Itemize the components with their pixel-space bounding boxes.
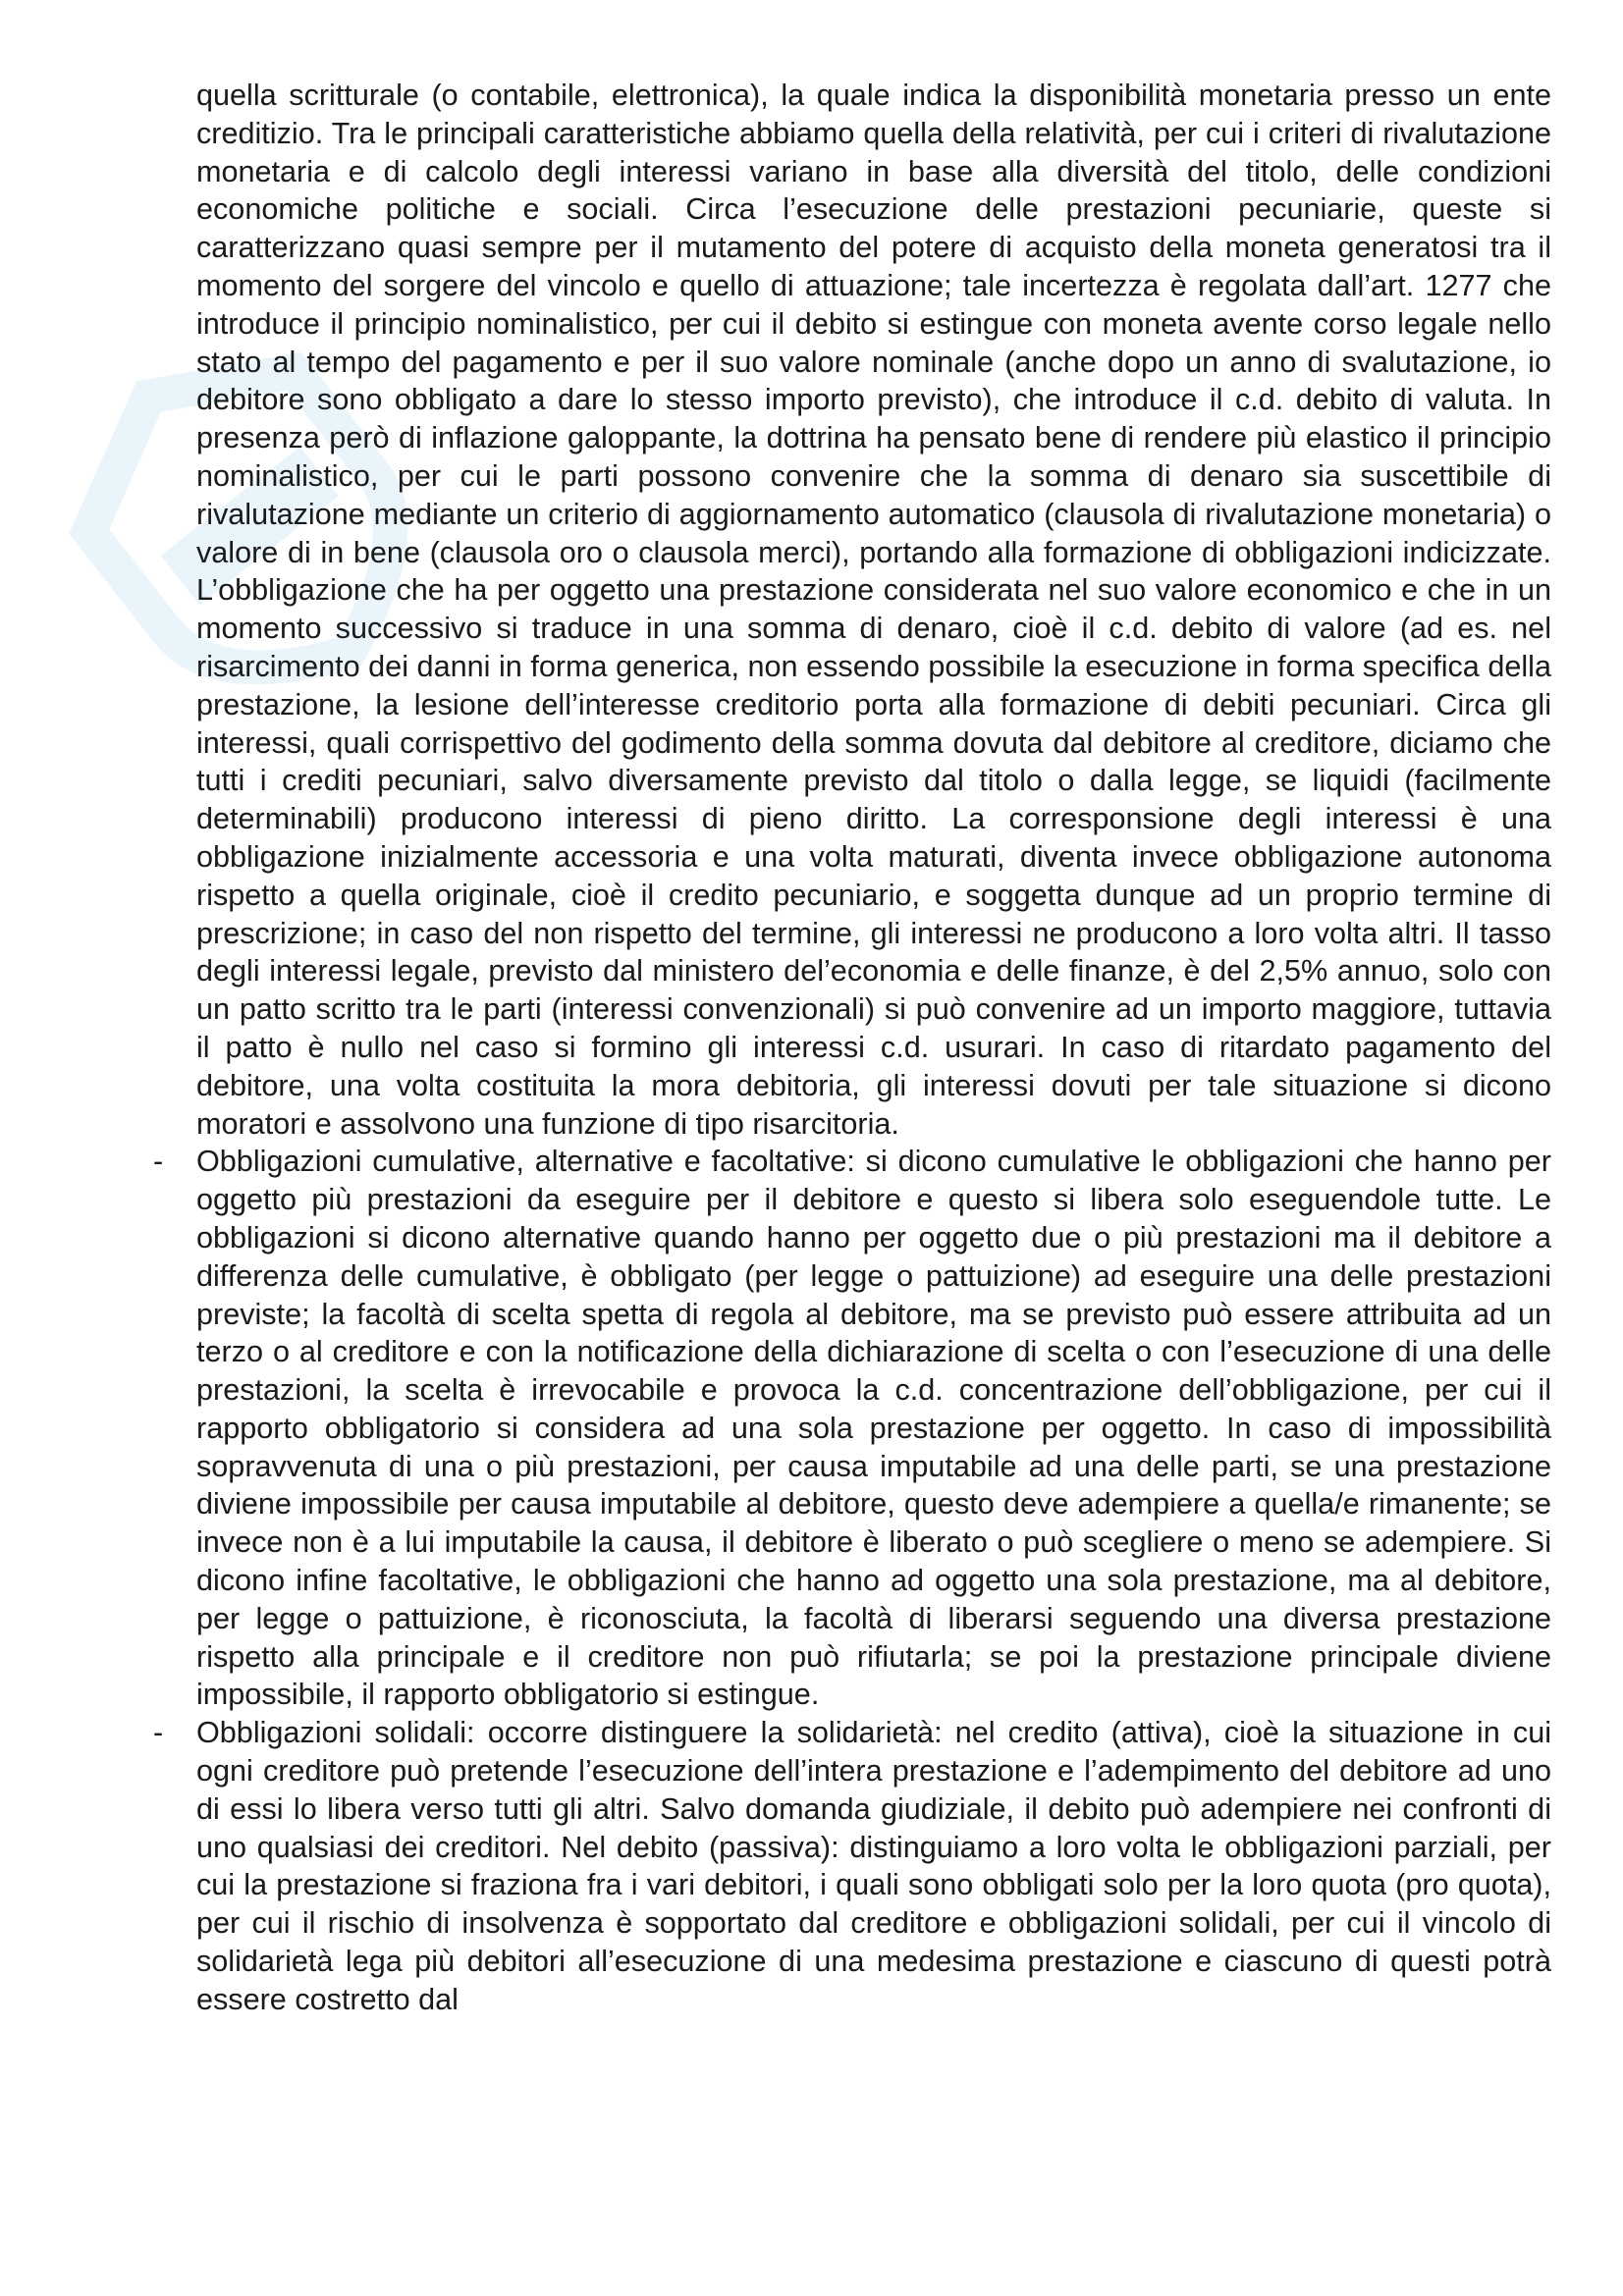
bullet-dash: - bbox=[153, 1145, 164, 1179]
bullet-text: Obbligazioni cumulative, alternative e facoltative: si dicono cumulative le obbligazioni che hanno per oggetto più prestazioni da eseguire per il debitore e questo si libera solo eseguendole tutte. Le obbligazioni si dicono alternative quando hanno per oggetto due o più prestazioni ma il debitore a differenza delle cumulative, è obbligato (per legge o pattuizione) ad eseguire una delle prestazioni previste; la facoltà di scelta spetta di regola al debitore, ma se previsto può essere attribuita ad un terzo o al creditore e con la notificazione della dichiarazione di scelta o con l’esecuzione di una delle prestazioni, la scelta è irrevocabile e provoca la c.d. concentrazione dell’obbligazione, per cui il rapporto obbligatorio si considera ad una sola prestazione per oggetto. In caso di impossibilità sopravvenuta di una o più prestazioni, per causa imputabile ad una delle parti, se una prestazione diviene impossibile per causa imputabile al debitore, questo deve adempiere a quella/e rimanente; se invece non è a lui imputabile la causa, il debitore è liberato o può scegliere o meno se adempiere. Si dicono infine facoltative, le obbligazioni che hanno ad oggetto una sola prestazione, ma al debitore, per legge o pattuizione, è riconosciuta, la facoltà di liberarsi seguendo una diversa prestazione rispetto alla principale e il creditore non può rifiutarla; se poi la prestazione principale diviene impossibile, il rapporto obbligatorio si estingue. bbox=[196, 1145, 1551, 1712]
bullet-dash: - bbox=[153, 1716, 164, 1750]
list-item-solidary-obligations bbox=[153, 1714, 1551, 2018]
list-item-cumulative-obligations bbox=[153, 1143, 1551, 1714]
bullet-text: Obbligazioni solidali: occorre distinguere la solidarietà: nel credito (attiva), cioè la situazione in cui ogni creditore può pretende l’esecuzione dell’intera prestazione e l’adempimento del debitore ad uno di essi lo libera verso tutti gli altri. Salvo domanda giudiziale, il debito può adempiere nei confronti di uno qualsiasi dei creditori. Nel debito (passiva): distinguiamo a loro volta le obbligazioni parziali, per cui la prestazione si fraziona fra i vari debitori, i quali sono obbligati solo per la loro quota (pro quota), per cui il rischio di insolvenza è sopportato dal creditore e obbligazioni solidali, per cui il vincolo di solidarietà lega più debitori all’esecuzione di una medesima prestazione e ciascuno di questi potrà essere costretto dal bbox=[196, 1716, 1551, 2016]
document-body bbox=[153, 77, 1551, 2019]
paragraph-intro: quella scritturale (o contabile, elettronica), la quale indica la disponibilità monetaria presso un ente creditizio. Tra le principali caratteristiche abbiamo quella della relatività, per cui i criteri di rivalutazione monetaria e di calcolo degli interessi variano in base alla diversità del titolo, delle condizioni economiche politiche e sociali. Circa l’esecuzione delle prestazioni pecuniarie, queste si caratterizzano quasi sempre per il mutamento del potere di acquisto della moneta generatosi tra il momento del sorgere del vincolo e quello di attuazione; tale incertezza è regolata dall’art. 1277 che introduce il principio nominalistico, per cui il debito si estingue con moneta avente corso legale nello stato al tempo del pagamento e per il suo valore nominale (anche dopo un anno di svalutazione, io debitore sono obbligato a dare lo stesso importo previsto), che introduce il c.d. debito di valuta. In presenza però di inflazione galoppante, la dottrina ha pensato bene di rendere più elastico il principio nominalistico, per cui le parti possono convenire che la somma di denaro sia suscettibile di rivalutazione mediante un criterio di aggiornamento automatico (clausola di rivalutazione monetaria) o valore di in bene (clausola oro o clausola merci), portando alla formazione di obbligazioni indicizzate. L’obbligazione che ha per oggetto una prestazione considerata nel suo valore economico e che in un momento successivo si traduce in una somma di denaro, cioè il c.d. debito di valore (ad es. nel risarcimento dei danni in forma generica, non essendo possibile la esecuzione in forma specifica della prestazione, la lesione dell’interesse creditorio porta alla formazione di debiti pecuniari. Circa gli interessi, quali corrispettivo del godimento della somma dovuta dal debitore al creditore, diciamo che tutti i crediti pecuniari, salvo diversamente previsto dal titolo o dalla legge, se liquidi (facilmente determinabili) producono interessi di pieno diritto. La corresponsione degli interessi è una obbligazione inizialmente accessoria e una volta maturati, diventa invece obbligazione autonoma rispetto a quella originale, cioè il credito pecuniario, e soggetta dunque ad un proprio termine di prescrizione; in caso del non rispetto del termine, gli interessi ne producono a loro volta altri. Il tasso degli interessi legale, previsto dal ministero del’economia e delle finanze, è del 2,5% annuo, solo con un patto scritto tra le parti (interessi convenzionali) si può convenire ad un importo maggiore, tuttavia il patto è nullo nel caso si formino gli interessi c.d. usurari. In caso di ritardato pagamento del debitore, una volta costituita la mora debitoria, gli interessi dovuti per tale situazione si dicono moratori e assolvono una funzione di tipo risarcitoria. bbox=[196, 79, 1551, 1141]
